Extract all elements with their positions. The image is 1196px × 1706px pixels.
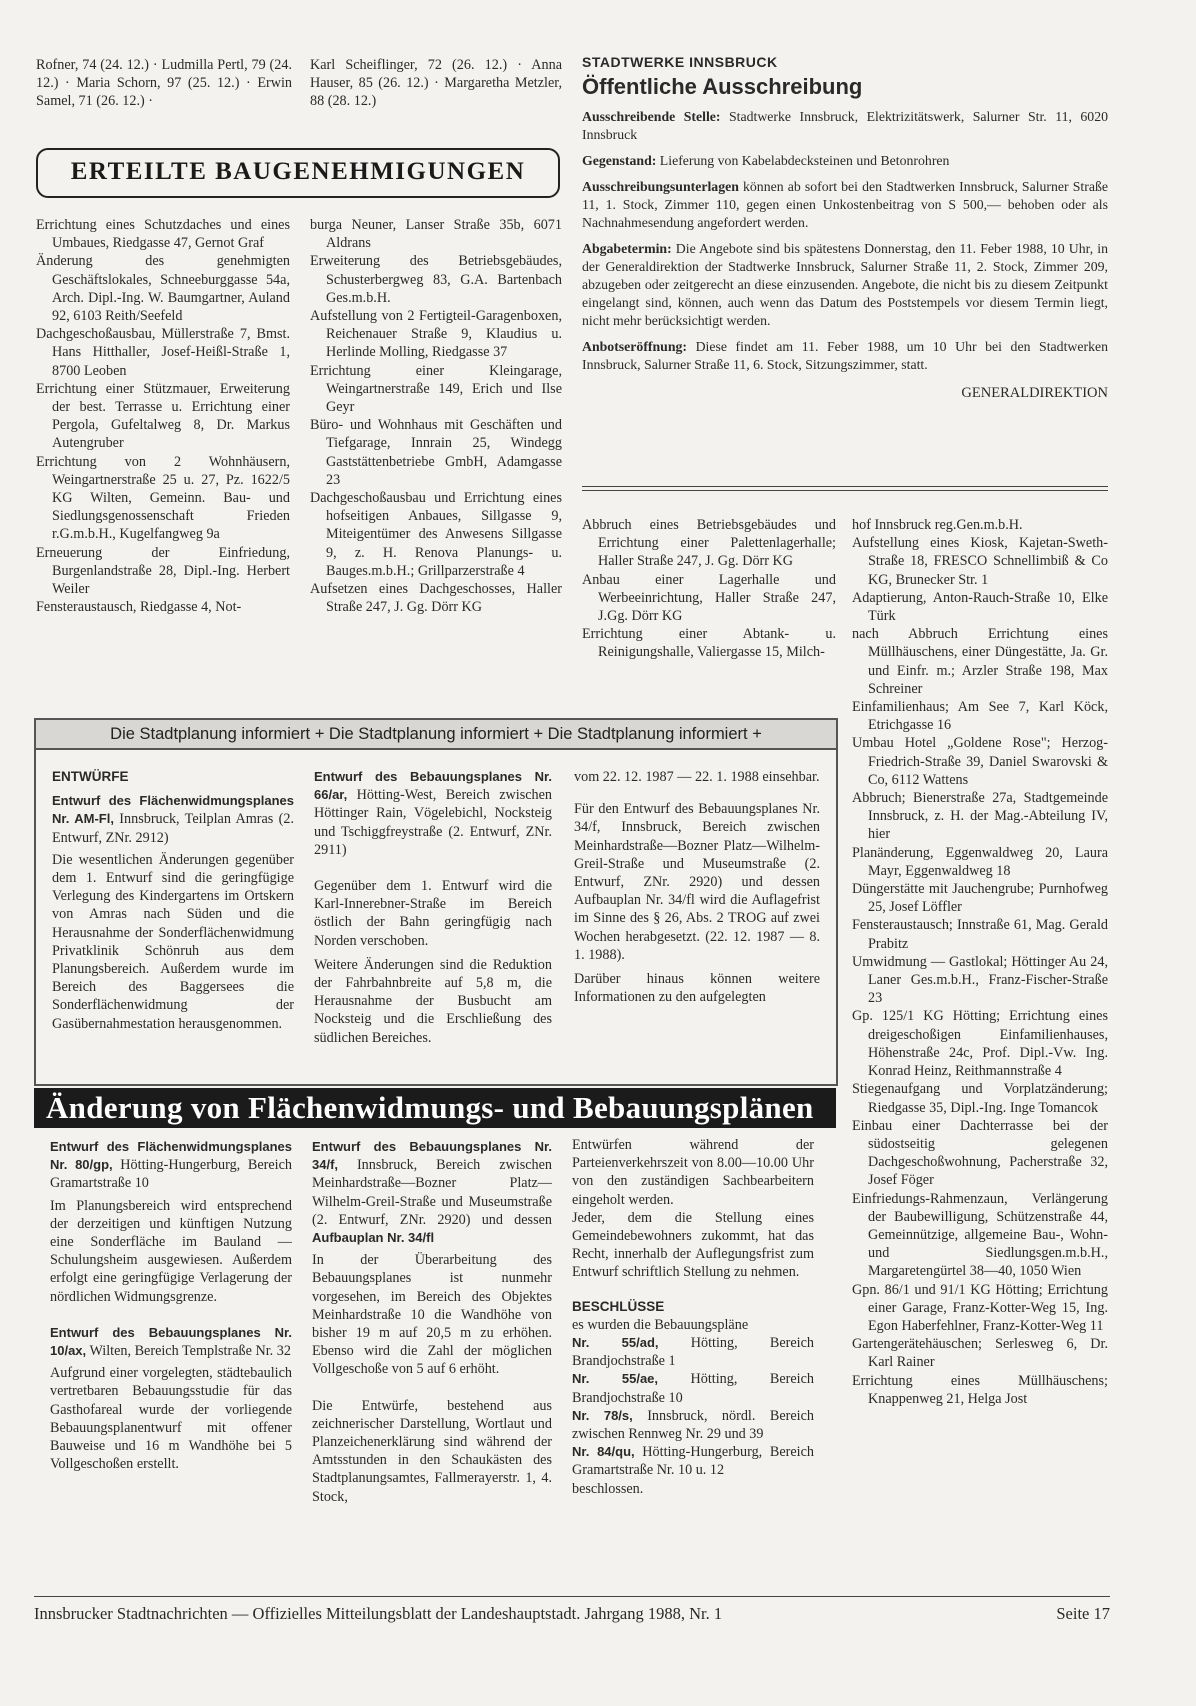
permit-entry: Gp. 125/1 KG Hötting; Errichtung eines dreigeschoßigen Einfamilienhauses, Höhenstraße 24c, Prof. Dipl.-Vw. Ing. Konrad Heinz, Reithmannstraße 4 [852,1008,1108,1080]
stadtplanung-box [34,746,838,1086]
beschluesse-sub: es wurden die Bebauungspläne [572,1316,749,1333]
beschluesse-heading: BESCHLÜSSE [572,1298,665,1314]
permit-entry: Erweiterung des Betriebsgebäudes, Schusterbergweg 83, G.A. Bartenbach Ges.m.b.H. [310,253,562,306]
permit-entry: Errichtung von 2 Wohnhäusern, Weingartnerstraße 25 u. 27, Pz. 1622/5 KG Wilten, Gemeinn. Bau- und Siedlungsgenossenschaft Frieden r.G.m.b.H., Kugelfangweg 9a [36,453,290,543]
permit-entry: Aufstellung von 2 Fertigteil-Garagenboxen, Reichenauer Straße 9, Klaudius u. Herlinde Molling, Riedgasse 37 [310,308,562,361]
permit-entry: Umbau Hotel „Goldene Rose"; Herzog-Friedrich-Straße 39, Daniel Swarovski & Co, 6112 Wattens [852,735,1108,788]
page-footer [34,1604,1110,1624]
permit-entry: Änderung des genehmigten Geschäftslokales, Schneeburggasse 54a, Arch. Dipl.-Ing. W. Baumgartner, Auland 92, 6103 Reith/Seefeld [36,253,290,325]
beschluss-item: Nr. 55/ad, Hötting, Bereich Brandjochstraße 1 [572,1335,815,1370]
sw-para-stelle: Ausschreibende Stelle: Stadtwerke Innsbruck, Elektrizitätswerk, Salurner Str. 11, 6020 Innsbruck [582,109,1108,142]
permit-entry: Einfamilienhaus; Am See 7, Karl Köck, Etrichgasse 16 [852,699,1108,734]
sp-column-2 [314,768,552,1047]
permit-entry: burga Neuner, Lanser Straße 35b, 6071 Aldrans [310,217,562,252]
permit-entry: Gpn. 86/1 und 91/1 KG Hötting; Errichtung einer Garage, Franz-Kotter-Weg 15, Ing. Egon Haberfehlner, Franz-Kotter-Weg 11 [852,1281,1108,1334]
permit-entry: Dachgeschoßausbau und Errichtung eines hofseitigen Anbaues, Sillgasse 9, Miteigentümer des Anwesens Sillgasse 9, z. H. Renova Planungs- u. Bauges.m.b.H.; Grillparzerstraße 4 [310,490,562,579]
stadtwerke-signature: GENERALDIREKTION [961,385,1108,401]
permit-entry: Errichtung eines Schutzdaches und eines Umbaues, Riedgasse 47, Gernot Graf [36,217,290,252]
permit-entry: Dachgeschoßausbau, Müllerstraße 7, Bmst. Hans Hitthaller, Josef-Heißl-Straße 1, 8700 Leoben [36,326,290,379]
aend-c1-title2: Entwurf des Bebauungsplanes Nr. 10/ax, Wilten, Bereich Templstraße Nr. 32 [50,1324,292,1360]
aend-c2-p2: Die Entwürfe, bestehend aus zeichnerischer Darstellung, Wortlaut und Planzeichenerklärung sind während der Amtsstunden in den Schaukästen des Stadtplanungsamtes, Fallmerayerstr. 1, 4. Stock, [312,1397,552,1505]
stadtwerke-notice [582,54,1108,402]
permit-entry: Errichtung einer Kleingarage, Weingartnerstraße 149, Erich und Ilse Geyr [310,362,562,416]
beschluss-item: Nr. 78/s, Innsbruck, nördl. Bereich zwischen Rennweg Nr. 29 und 39 [572,1407,814,1443]
obituary-text-col1: Rofner, 74 (24. 12.) · Ludmilla Pertl, 79 (24. 12.) · Maria Schorn, 97 (25. 12.) · Erwin Samel, 71 (26. 12.) · [36,57,292,110]
sp-c2-p2: Weitere Änderungen sind die Reduktion der Fahrbahnbreite auf 5,8 m, die Herausnahme der Busbucht am Nocksteig und die Erschließung des südlichen Bereiches. [314,956,552,1046]
sp-c1-title: Entwurf des Flächenwidmungsplanes Nr. AM-Fl, Innsbruck, Teilplan Amras (2. Entwurf, ZNr. 2912) [52,793,294,846]
permit-entry: Düngerstätte mit Jauchengrube; Purnhofweg 25, Josef Löffler [852,881,1108,916]
sp-column-1 [52,768,294,1033]
stadtplanung-banner: Die Stadtplanung informiert + Die Stadtplanung informiert + Die Stadtplanung informiert + [34,718,838,750]
permits-column-2 [310,216,562,616]
permits-column-4 [852,516,1108,1408]
section-divider [582,486,1108,491]
permit-entry: Abbruch; Bienerstraße 27a, Stadtgemeinde Innsbruck, z. H. der Mag.-Abteilung IV, hier [852,790,1108,843]
permits-column-1 [36,216,290,616]
obituary-text-col2: Karl Scheiflinger, 72 (26. 12.) · Anna Hauser, 85 (26. 12.) · Margaretha Metzler, 88 (28. 12.) [310,57,562,110]
aenderung-heading: Änderung von Flächenwidmungs- und Bebauungsplänen [34,1088,836,1128]
aend-c1-title1: Entwurf des Flächenwidmungsplanes Nr. 80/gp, Hötting-Hungerburg, Bereich Gramartstraße 10 [50,1139,292,1192]
sp-c3-p3: Darüber hinaus können weitere Informationen zu den aufgelegten [574,971,820,1006]
sp-c1-text: Die wesentlichen Änderungen gegenüber dem 1. Entwurf sind die geringfügige Verlegung des Kindergartens im Ortskern von Amras nach Süden und die Herausnahme der Sonderflächenwidmung Privatklinik Schönruh aus dem Planungsbereich. Außerdem wurde im Bereich des Baggersees die Sonderflächenwidmung der Gasübernahmestation herausgenommen. [52,851,294,1032]
beschluss-item: Nr. 84/qu, Hötting-Hungerburg, Bereich Gramartstraße Nr. 10 u. 12 [572,1444,814,1479]
sp-entwuerfe-heading: ENTWÜRFE [52,769,129,784]
permit-entry: Anbau einer Lagerhalle und Werbeeinrichtung, Haller Straße 247, J.Gg. Dörr KG [582,571,836,625]
aend-column-2 [312,1138,552,1506]
permit-entry: Fensteraustausch, Riedgasse 4, Not- [36,599,242,616]
permit-entry: hof Innsbruck reg.Gen.m.b.H. [852,517,1023,533]
permit-entry: Planänderung, Eggenwaldweg 20, Laura Mayr, Eggenwaldweg 18 [852,844,1108,879]
stadtwerke-title: Öffentliche Ausschreibung [582,74,863,99]
sp-c3-p2: Für den Entwurf des Bebauungsplanes Nr. 34/f, Innsbruck, Bereich zwischen Meinhardstraße—Bozner Platz—Wilhelm-Greil-Straße und Museumstraße (2. Entwurf, ZNr. 2920) und dessen Aufbauplan Nr. 34/fl wird die Auflagefrist im Sinne des § 26, Abs. 2 TROG auf zwei Wochen herabgesetzt. (22. 12. 1987 — 8. 1. 1988). [574,801,820,963]
beschluesse-list [572,1334,814,1480]
aend-c3-p2: Jeder, dem die Stellung eines Gemeindebewohners zukommt, hat das Recht, innerhalb der Auflegungsfrist zum Entwurf schriftlich Stellung zu nehmen. [572,1209,814,1281]
sw-para-anbotseroeffnung: Anbotseröffnung: Diese findet am 11. Feber 1988, um 10 Uhr bei den Stadtwerken Innsbruck, Salurner Straße 11, 6. Stock, Sitzungszimmer, statt. [582,339,1108,372]
permit-entry: Errichtung einer Stützmauer, Erweiterung der best. Terrasse u. Errichtung einer Pergola, Gufeltalweg 8, Dr. Markus Autengruber [36,380,290,452]
footer-rule [34,1596,1110,1597]
permit-entry: Aufsetzen eines Dachgeschosses, Haller Straße 247, J. Gg. Dörr KG [310,581,562,616]
permit-entry: Einfriedungs-Rahmenzaun, Verlängerung der Baubewilligung, Schützenstraße 44, Gemeinnützige, allgemeine Bau-, Wohn- und Siedlungsgen.m.b.H., Margaretengürtel 38—40, 1050 Wien [852,1190,1108,1280]
aend-c1-p1: Im Planungsbereich wird entsprechend der derzeitigen und künftigen Nutzung eine Sonderfläche im Bauland — Schulungsheim ausgewiesen. Außerdem erfolgt eine geringfügige Verlagerung der nördlichen Widmungsgrenze. [50,1197,292,1305]
aend-c2-title: Entwurf des Bebauungsplanes Nr. 34/f, Innsbruck, Bereich zwischen Meinhardstraße—Bozner Platz—Wilhelm-Greil-Straße und Museumstraße (2. Entwurf, ZNr. 2920) und dessen Aufbauplan Nr. 34/fl [312,1139,552,1246]
permit-entry: Einbau einer Dachterrasse bei der südostseitig gelegenen Dachgeschoßwohnung, Pacherstraße 32, Josef Föger [852,1117,1108,1189]
aend-c2-p1: In der Überarbeitung des Bebauungsplanes ist nunmehr vorgesehen, im Bereich des Objektes Meinhardstraße 10 die Wandhöhe von bisher 19 m auf 20,5 m zu erhöhen. Ebenso wird die Zahl der möglichen Vollgeschoße von 5 auf 6 erhöht. [312,1252,552,1378]
beschluesse-end: beschlossen. [572,1480,644,1497]
permit-entry: nach Abbruch Errichtung eines Müllhäuschens, einer Düngestätte, Ja. Gr. und Einfr. m.; Arzler Straße 198, Max Schreiner [852,626,1108,697]
stadtwerke-kicker: STADTWERKE INNSBRUCK [582,54,778,70]
permit-entry: Adaptierung, Anton-Rauch-Straße 10, Elke Türk [852,589,1108,625]
permit-entry: Errichtung einer Abtank- u. Reinigungshalle, Valiergasse 15, Milch- [582,626,836,661]
permit-entry: Aufstellung eines Kiosk, Kajetan-Sweth-Straße 18, FRESCO Schnellimbiß & Co KG, Brunecker Str. 1 [852,535,1108,588]
footer-publication: Innsbrucker Stadtnachrichten — Offizielles Mitteilungsblatt der Landeshauptstadt. Jahrgang 1988, Nr. 1 [34,1604,723,1623]
sp-c3-p1: vom 22. 12. 1987 — 22. 1. 1988 einsehbar. [574,769,820,785]
beschluss-item: Nr. 55/ae, Hötting, Bereich Brandjochstraße 10 [572,1371,814,1406]
permit-entry: Büro- und Wohnhaus mit Geschäften und Tiefgarage, Innrain 25, Windegg Gaststättenbetriebe GmbH, Adamgasse 23 [310,417,562,488]
sp-column-3 [574,768,820,1006]
baugenehmigungen-heading: ERTEILTE BAUGENEHMIGUNGEN [36,148,560,198]
permit-entry: Umwidmung — Gastlokal; Höttinger Au 24, Laner Ges.m.b.H., Franz-Fischer-Straße 23 [852,953,1108,1007]
sp-c2-title: Entwurf des Bebauungsplanes Nr. 66/ar, Hötting-West, Bereich zwischen Höttinger Rain, Vögelebichl, Nocksteig und Tschiggfreystraße (2. Entwurf, ZNr. 2911) [314,769,552,858]
sw-para-gegenstand: Gegenstand: Lieferung von Kabelabdecksteinen und Betonrohren [582,153,950,168]
permit-entry: Erneuerung der Einfriedung, Burgenlandstraße 28, Dipl.-Ing. Herbert Weiler [36,544,290,598]
footer-page-number: Seite 17 [1056,1604,1110,1623]
permit-entry: Stiegenaufgang und Vorplatzänderung; Riedgasse 35, Dipl.-Ing. Inge Tomancok [852,1081,1108,1116]
aend-column-1 [50,1138,292,1473]
aend-c3-p1: Entwürfen während der Parteienverkehrszeit von 8.00—10.00 Uhr von den zuständigen Sachbearbeitern eingeholt werden. [572,1137,814,1208]
aend-c1-p2: Aufgrund einer vorgelegten, städtebaulich vertretbaren Bebauungsstudie für das Gasthofareal wurde der vorliegende Bebauungsplanentwurf mit offener Bauweise und 16 m Wandhöhe bei 5 Vollgeschoßen erstellt. [50,1365,292,1473]
permit-entry: Errichtung eines Müllhäuschens; Knappenweg 21, Helga Jost [852,1372,1108,1407]
sw-para-unterlagen: Ausschreibungsunterlagen können ab sofort bei den Stadtwerken Innsbruck, Salurner Straße 11, 1. Stock, Zimmer 110, gegen einen Unkostenbeitrag von S 500,— behoben oder als Nachnahmesendung angefordert werden. [582,179,1108,230]
sp-c2-p1: Gegenüber dem 1. Entwurf wird die Karl-Innerebner-Straße im Bereich östlich der Bahn geringfügig nach Norden verschoben. [314,878,552,949]
aend-column-3 [572,1136,814,1498]
permit-entry: Abbruch eines Betriebsgebäudes und Errichtung einer Palettenlagerhalle; Haller Straße 247, J. Gg. Dörr KG [582,517,836,570]
sw-para-abgabetermin: Abgabetermin: Die Angebote sind bis spätestens Donnerstag, den 11. Feber 1988, 10 Uhr, in der Generaldirektion der Stadtwerke Innsbruck, Salurner Straße 11, 2. Stock, Zimmer 209, abzugeben oder zeitgerecht an diese einzusenden. Angebote, die nicht bis zu diesem Zeitpunkt eingelangt sind, können, auch wenn das Datum des Poststempels vor diesem Termin liegt, nicht mehr berücksichtigt werden. [582,241,1108,328]
permit-entry: Gartengerätehäuschen; Serlesweg 6, Dr. Karl Rainer [852,1336,1108,1371]
permit-entry: Fensteraustausch; Innstraße 61, Mag. Gerald Prabitz [852,917,1108,952]
permits-column-3 [582,516,836,662]
